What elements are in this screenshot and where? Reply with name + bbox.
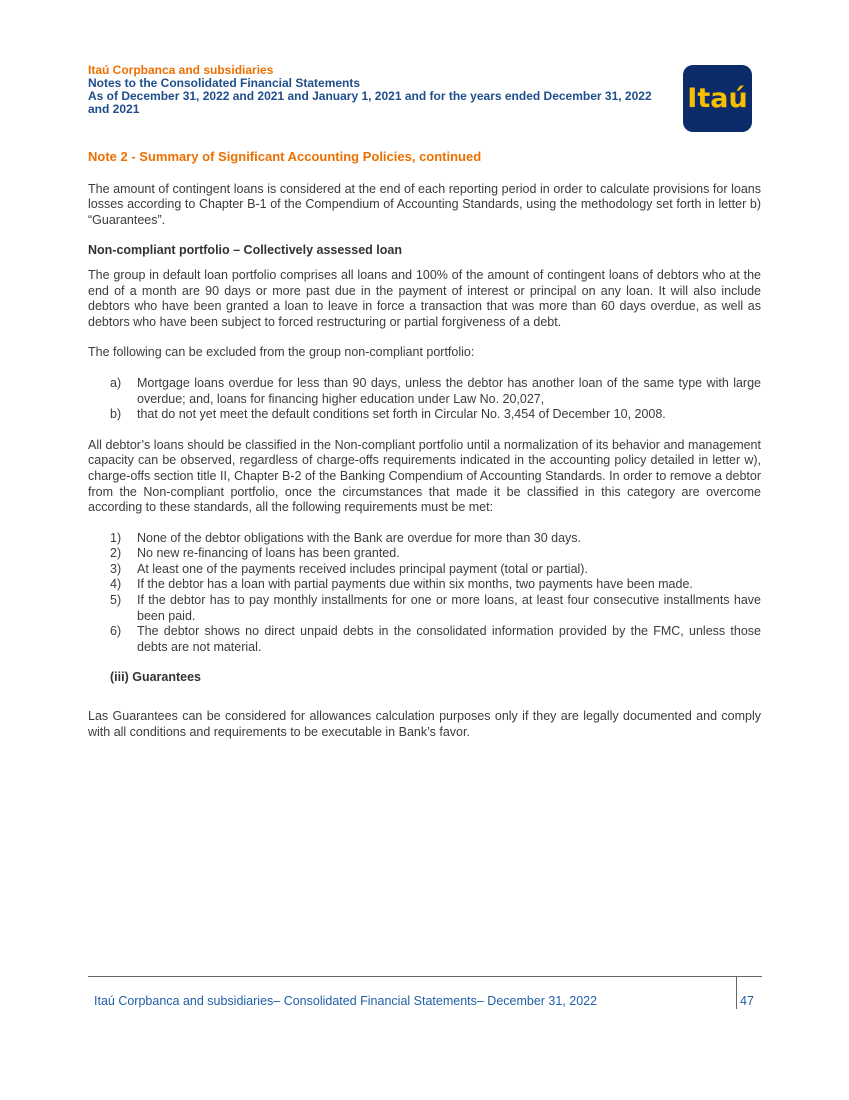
- footer-text: Itaú Corpbanca and subsidiaries– Consolidated Financial Statements– December 31, 2022: [94, 994, 598, 1008]
- exclusions-list: [88, 376, 761, 423]
- paragraph-classification: All debtor’s loans should be classified in the Non-compliant portfolio until a normalization of its behavior and management capacity can be observed, regardless of charge-offs requirements indicated in the accounting policy detailed in letter w), charge-offs section title II, Chapter B-2 of the Banking Compendium of Accounting Standards. In order to remove a debtor from the Non-compliant portfolio, once the circumstances that made it be classified in this category are overcome according to these standards, all the following requirements must be met:: [88, 437, 761, 515]
- list-item: [88, 577, 761, 593]
- header-company: Itaú Corpbanca and subsidiaries: [88, 63, 274, 77]
- paragraph-contingent-loans: The amount of contingent loans is considered at the end of each reporting period in order to calculate provisions for loans losses according to Chapter B-1 of the Compendium of Accounting Standards, using the methodology set forth in letter b) “Guarantees”.: [88, 181, 761, 227]
- list-item-text: If the debtor has a loan with partial payments due within six months, two payments have been made.: [137, 577, 693, 592]
- list-item-text: The debtor shows no direct unpaid debts in the consolidated information provided by the FMC, unless those debts are not material.: [137, 624, 761, 654]
- list-marker: 6): [110, 624, 122, 639]
- list-item: [88, 407, 761, 423]
- list-marker: 2): [110, 546, 122, 561]
- list-item-text: If the debtor has to pay monthly installments for one or more loans, at least four consecutive installments have been paid.: [137, 593, 761, 623]
- header-period-line: As of December 31, 2022 and 2021 and January 1, 2021 and for the years ended December 31, 2022: [88, 89, 652, 103]
- list-item: [88, 562, 761, 578]
- document-body: [88, 149, 761, 755]
- list-item-text: At least one of the payments received includes principal payment (total or partial).: [137, 561, 588, 576]
- header-notes-title: Notes to the Consolidated Financial Statements: [88, 76, 361, 90]
- list-item-text: No new re-financing of loans has been granted.: [137, 546, 400, 561]
- list-marker: 3): [110, 561, 122, 576]
- paragraph-guarantees: Las Guarantees can be considered for allowances calculation purposes only if they are legally documented and comply with all conditions and requirements to be executable in Bank’s favor.: [88, 709, 761, 739]
- logo-text: Itaú: [687, 83, 748, 114]
- paragraph-default-portfolio: The group in default loan portfolio comprises all loans and 100% of the amount of contingent loans of debtors who at the end of a month are 90 days or more past due in the payment of interest or principal on any loan. It will also include debtors who have been granted a loan to leave in force a transaction that was more than 60 days overdue, as well as debtors who have been subject to forced restructuring or partial forgiveness of a debt.: [88, 267, 761, 329]
- header-period-line-cont: and 2021: [88, 102, 140, 116]
- requirements-list: [88, 531, 761, 656]
- page-number: 47: [740, 994, 754, 1008]
- list-item-text: Mortgage loans overdue for less than 90 days, unless the debtor has another loan of the same type with large overdue; and, loans for financing higher education under Law No. 20,027,: [137, 375, 761, 406]
- list-marker: 1): [110, 530, 122, 545]
- list-item: [88, 546, 761, 562]
- footer-divider: [88, 976, 762, 977]
- section-heading-non-compliant: Non-compliant portfolio – Collectively assessed loan: [88, 243, 402, 258]
- list-item-text: that do not yet meet the default conditions set forth in Circular No. 3,454 of December 10, 2008.: [137, 407, 666, 422]
- list-marker: 5): [110, 593, 122, 608]
- section-heading-guarantees: (iii) Guarantees: [110, 670, 201, 685]
- list-item: [88, 531, 761, 547]
- note-title: Note 2 - Summary of Significant Accounting Policies, continued: [88, 149, 482, 164]
- list-item: [88, 593, 761, 624]
- list-item: [88, 624, 761, 655]
- list-marker: b): [110, 407, 122, 422]
- list-item: [88, 376, 761, 407]
- footer-page-separator: [736, 977, 737, 1009]
- itau-logo: [683, 65, 752, 132]
- list-marker: a): [110, 375, 122, 390]
- list-item-text: None of the debtor obligations with the Bank are overdue for more than 30 days.: [137, 530, 582, 545]
- list-marker: 4): [110, 577, 122, 592]
- page-header: [88, 64, 688, 116]
- paragraph-exclusions-intro: The following can be excluded from the group non-compliant portfolio:: [88, 345, 475, 360]
